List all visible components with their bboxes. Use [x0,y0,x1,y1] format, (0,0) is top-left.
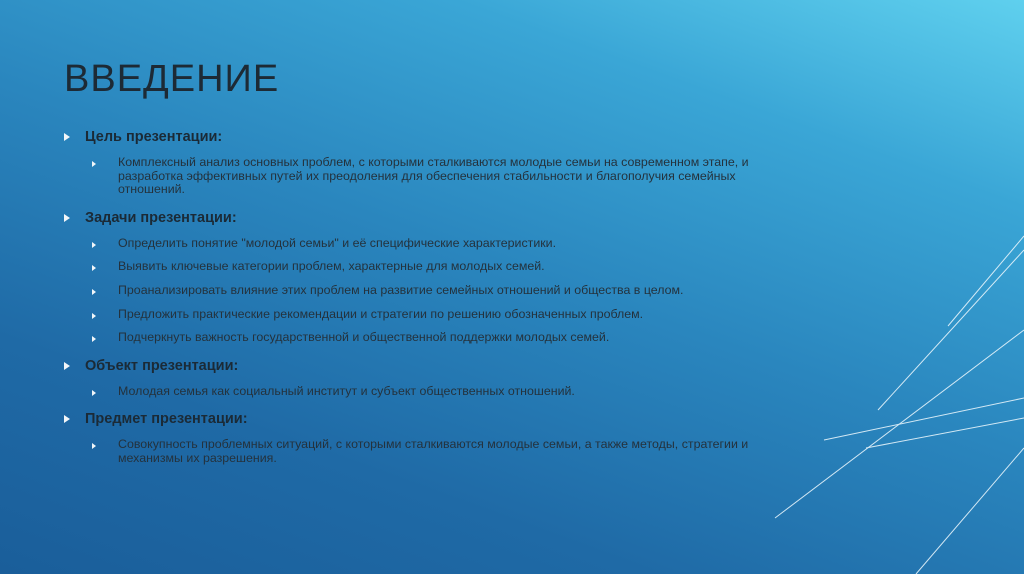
bullet-arrow-icon [64,214,70,222]
deco-line-5 [866,418,1024,448]
section-tasks [64,207,764,345]
section-title: Задачи презентации: [85,209,237,226]
section-subject [64,408,764,465]
slide-content [64,126,764,476]
bullet-arrow-icon [92,161,96,167]
bullet-arrow-icon [92,313,96,319]
list-item-text: Молодая семья как социальный институт и субъект общественных отношений. [118,383,575,398]
deco-line-4 [824,398,1024,440]
deco-line-1 [948,236,1024,326]
deco-line-6 [916,448,1024,574]
list-item-text: Подчеркнуть важность государственной и общественной поддержки молодых семей. [118,330,610,345]
list-item-text: Комплексный анализ основных проблем, с которыми сталкиваются молодые семьи на современном этапе, и разработка эффективных путей их преодоления для обеспечения стабильности и благополучия семейных отношений. [118,155,749,197]
list-item [64,284,764,298]
item-list [64,156,764,197]
section-header [64,207,764,229]
section-header [64,408,764,430]
list-item-text: Определить понятие "молодой семьи" и её специфические характеристики. [118,235,557,250]
bullet-arrow-icon [92,336,96,342]
list-item [64,237,764,251]
bullet-arrow-icon [92,242,96,248]
deco-line-3 [775,330,1024,518]
section-title: Цель презентации: [85,129,223,145]
item-list [64,438,764,465]
list-item [64,156,764,197]
list-item-text: Проанализировать влияние этих проблем на развитие семейных отношений и общества в целом. [118,282,684,297]
bullet-arrow-icon [92,289,96,295]
list-item-text: Предложить практические рекомендации и стратегии по решению обозначенных проблем. [118,306,644,321]
list-item [64,260,764,274]
section-header [64,126,764,148]
list-item [64,308,764,322]
bullet-arrow-icon [92,265,96,271]
list-item [64,385,764,399]
item-list [64,385,764,399]
deco-line-2 [878,250,1024,410]
list-item-text: Совокупность проблемных ситуаций, с которыми сталкиваются молодые семьи, а также методы, стратегии и механизмы их разрешения. [118,437,749,465]
bullet-arrow-icon [64,133,70,141]
list-item [64,438,764,465]
bullet-arrow-icon [92,390,96,396]
list-item-text: Выявить ключевые категории проблем, характерные для молодых семей. [118,259,545,274]
section-object [64,355,764,399]
item-list [64,237,764,345]
bullet-arrow-icon [64,362,70,370]
slide-title: ВВЕДЕНИЕ [64,58,280,100]
bullet-arrow-icon [92,443,96,449]
section-goal [64,126,764,197]
section-title: Предмет презентации: [85,411,248,428]
section-title: Объект презентации: [85,357,239,374]
section-header [64,355,764,377]
list-item [64,331,764,345]
bullet-arrow-icon [64,415,70,423]
